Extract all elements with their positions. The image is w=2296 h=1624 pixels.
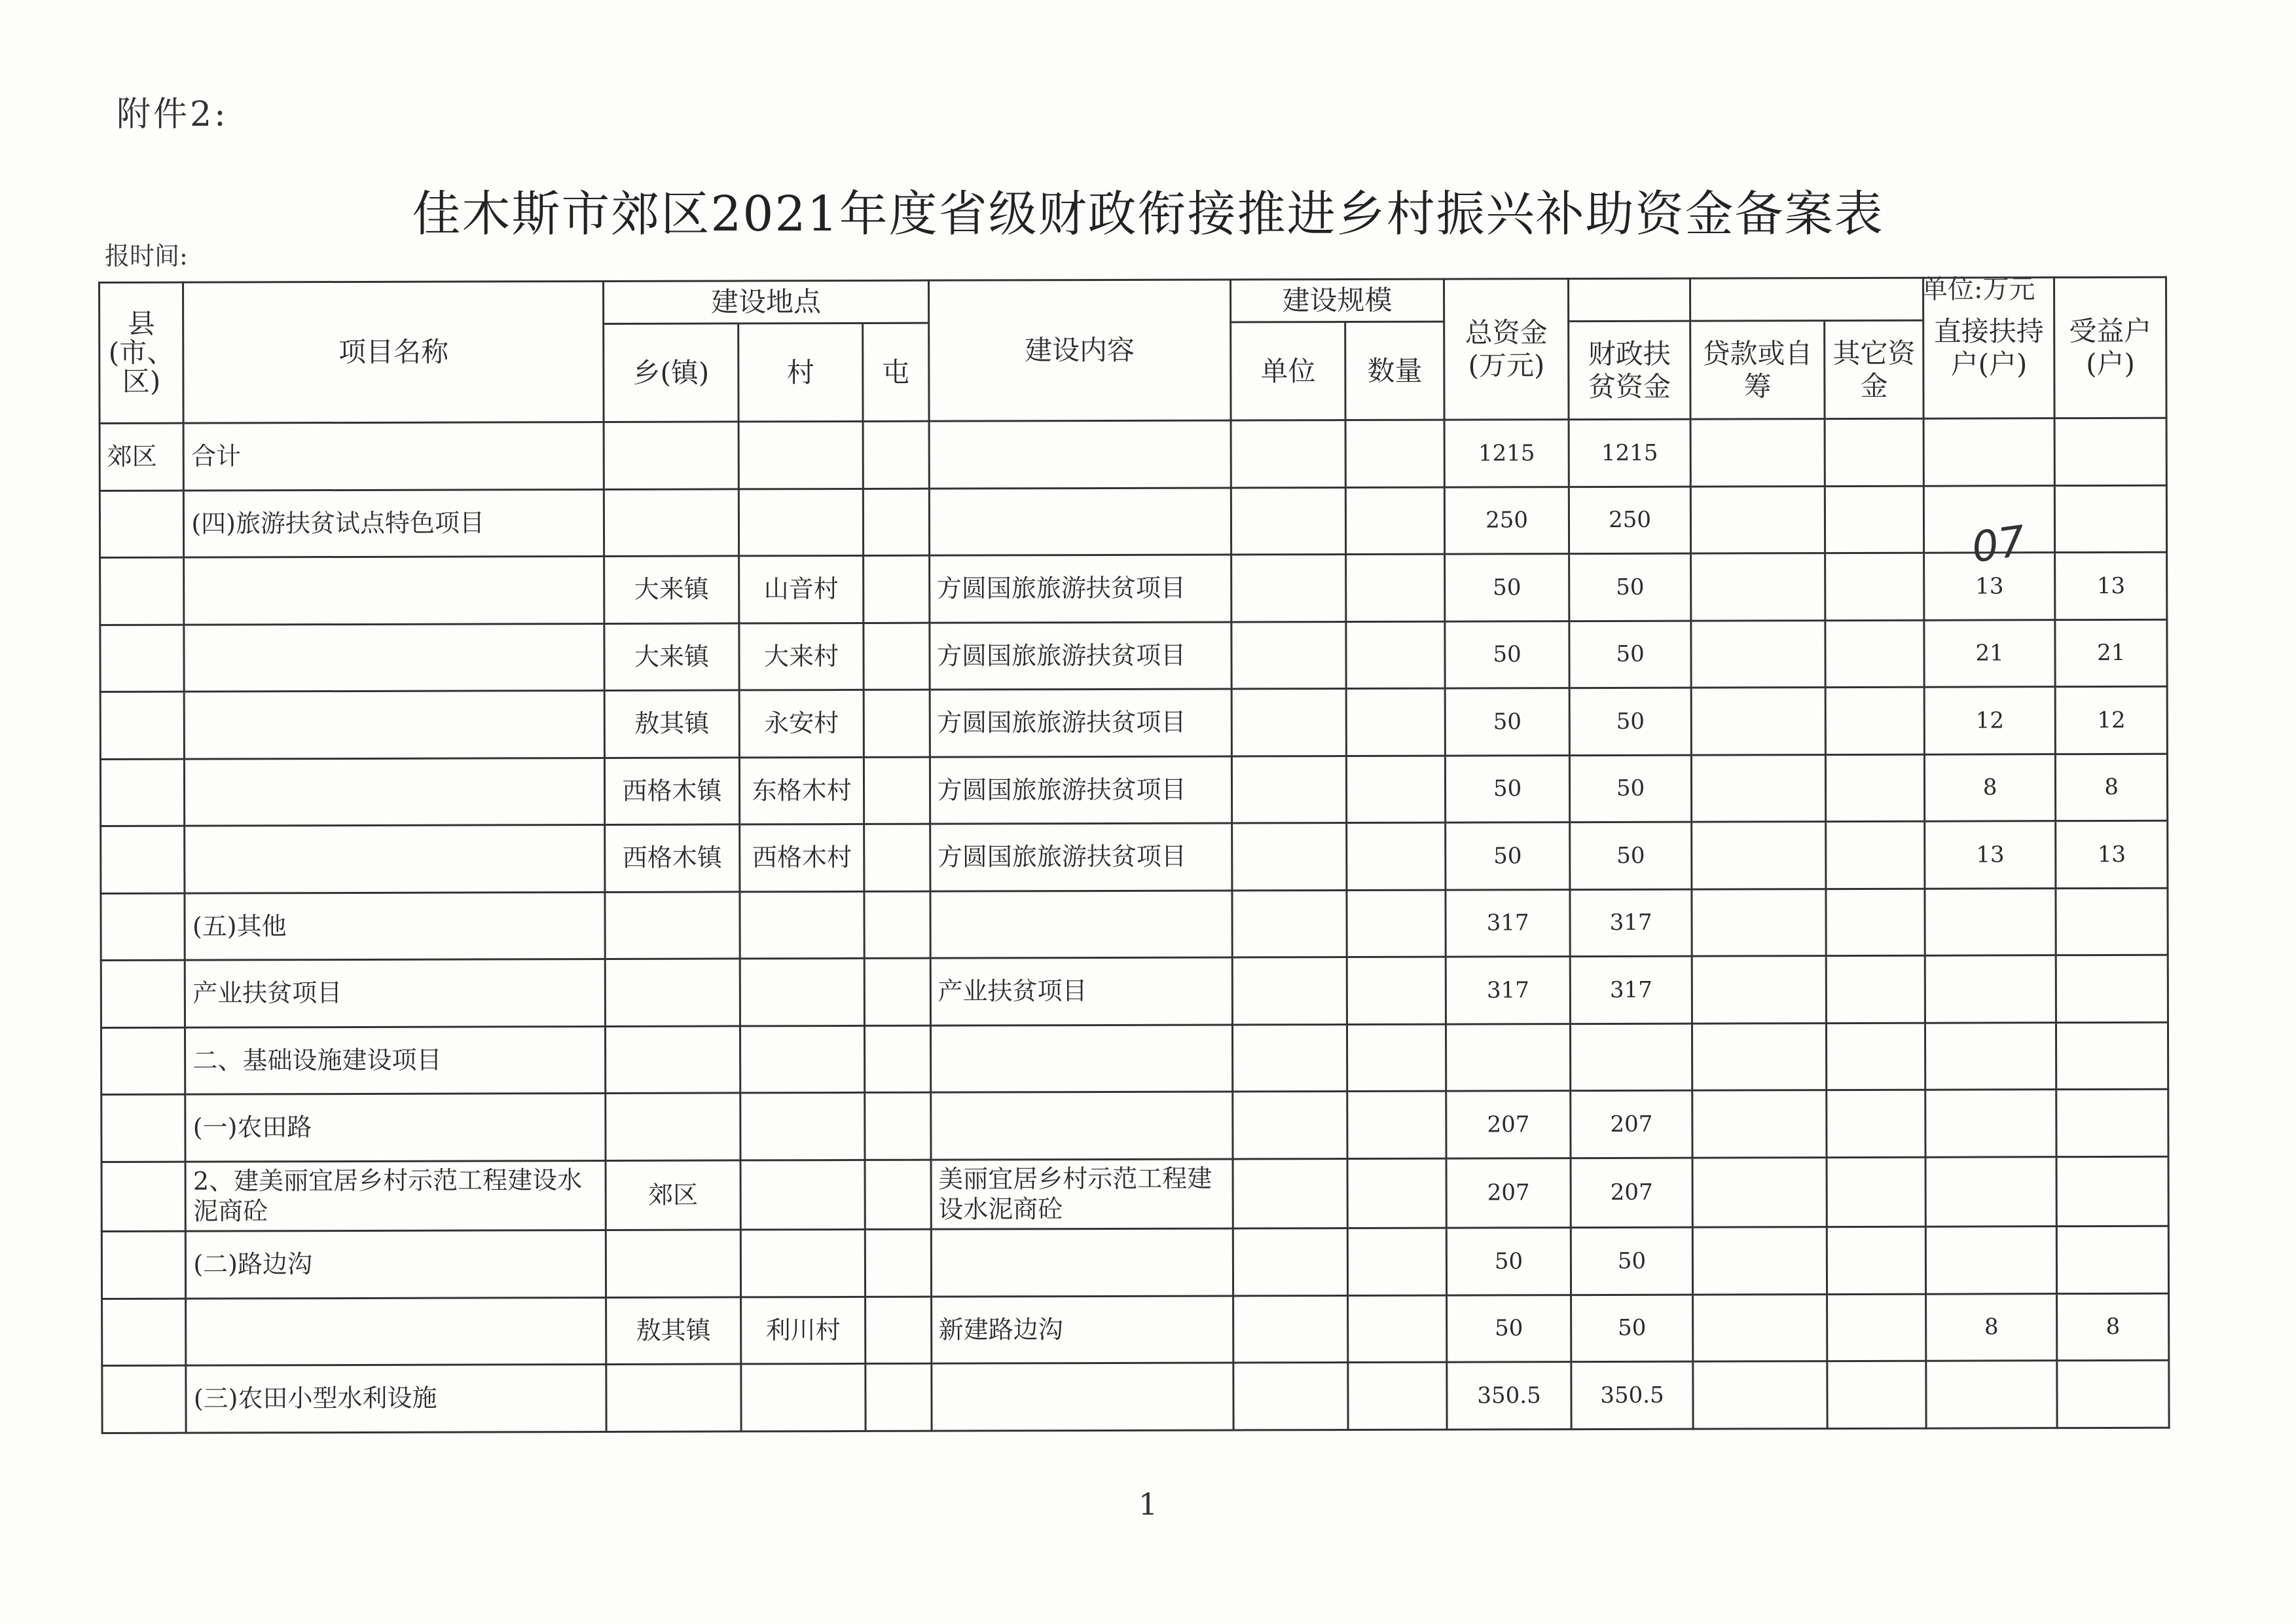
cell-beneficiary-households: 8 xyxy=(2057,1293,2169,1361)
cell-scale-qty xyxy=(1346,621,1445,689)
header-scale-qty: 数量 xyxy=(1345,322,1444,420)
cell-fiscal-funds: 207 xyxy=(1571,1158,1692,1228)
cell-scale-unit xyxy=(1232,957,1347,1025)
cell-direct-households xyxy=(1923,486,2055,553)
cell-direct-households: 8 xyxy=(1925,1294,2057,1361)
table-row xyxy=(100,754,2167,826)
cell-direct-households xyxy=(1925,1022,2056,1090)
cell-direct-households: 21 xyxy=(1924,620,2056,688)
header-hamlet: 屯 xyxy=(863,323,929,422)
cell-direct-households: 13 xyxy=(1923,553,2055,620)
cell-scale-unit xyxy=(1231,689,1347,756)
cell-fiscal-funds: 50 xyxy=(1571,1295,1693,1362)
cell-hamlet xyxy=(864,556,930,623)
cell-township xyxy=(606,1230,740,1297)
cell-direct-households xyxy=(1926,1361,2058,1428)
cell-village xyxy=(740,1025,865,1093)
cell-other-funds xyxy=(1827,1227,1926,1295)
cell-scale-unit xyxy=(1232,823,1347,891)
cell-township xyxy=(606,1026,740,1094)
cell-other-funds xyxy=(1827,1090,1925,1157)
cell-scale-unit xyxy=(1231,420,1346,488)
cell-scale-qty xyxy=(1348,1362,1447,1430)
cell-township: 西格木镇 xyxy=(605,824,740,892)
cell-project-name xyxy=(185,758,605,826)
cell-fiscal-funds: 50 xyxy=(1570,755,1692,822)
header-funds-spacer xyxy=(1569,278,1690,322)
cell-village xyxy=(738,422,864,489)
cell-direct-households xyxy=(1923,418,2055,486)
cell-project-name: (二)路边沟 xyxy=(186,1230,606,1299)
cell-loan-self xyxy=(1691,688,1826,755)
cell-scale-unit xyxy=(1231,487,1346,555)
cell-loan-self xyxy=(1690,419,1825,487)
cell-project-name: 合计 xyxy=(183,422,604,490)
cell-scale-qty xyxy=(1346,554,1445,621)
unit-label: 单位:万元 xyxy=(1922,274,2035,304)
cell-loan-self xyxy=(1692,1227,1827,1295)
cell-direct-households xyxy=(1925,1227,2057,1294)
report-time-label: 报时间: xyxy=(105,242,188,270)
cell-village xyxy=(738,489,864,556)
cell-beneficiary-households xyxy=(2054,418,2166,486)
cell-direct-households xyxy=(1925,888,2056,955)
cell-fiscal-funds: 317 xyxy=(1570,889,1692,957)
cell-content xyxy=(931,1228,1233,1297)
cell-fiscal-funds xyxy=(1571,1024,1692,1091)
cell-township: 郊区 xyxy=(606,1160,740,1230)
cell-project-name: (四)旅游扶贫试点特色项目 xyxy=(184,489,604,557)
cell-project-name xyxy=(185,825,605,893)
cell-content xyxy=(930,1092,1233,1160)
cell-scale-unit xyxy=(1231,621,1347,689)
cell-county xyxy=(101,1094,186,1162)
table-row xyxy=(100,485,2166,558)
cell-loan-self xyxy=(1692,1294,1827,1361)
header-scale: 建设规模 xyxy=(1230,279,1444,322)
cell-total-funds: 250 xyxy=(1444,487,1569,554)
cell-scale-qty xyxy=(1347,822,1446,890)
table-header xyxy=(100,277,2167,424)
cell-fiscal-funds: 207 xyxy=(1571,1090,1692,1158)
cell-hamlet xyxy=(865,1160,931,1230)
cell-project-name: (一)农田路 xyxy=(185,1094,606,1162)
cell-total-funds: 350.5 xyxy=(1447,1362,1572,1430)
cell-village xyxy=(740,891,865,959)
cell-fiscal-funds: 250 xyxy=(1569,487,1691,554)
table-row xyxy=(101,888,2168,961)
cell-hamlet xyxy=(864,757,930,824)
cell-county xyxy=(101,826,185,893)
cell-hamlet xyxy=(866,1297,932,1364)
cell-county xyxy=(100,490,184,558)
cell-total-funds: 50 xyxy=(1446,1228,1571,1295)
cell-total-funds xyxy=(1446,1024,1571,1091)
table-body xyxy=(100,418,2169,1433)
funding-table-container xyxy=(98,276,2170,1434)
cell-county xyxy=(101,893,185,961)
cell-loan-self xyxy=(1692,822,1827,889)
cell-loan-self xyxy=(1690,553,1825,621)
cell-township: 敖其镇 xyxy=(604,690,739,758)
cell-county xyxy=(102,1366,187,1433)
table-row xyxy=(100,619,2167,692)
cell-total-funds: 50 xyxy=(1445,755,1570,822)
cell-content xyxy=(930,1025,1233,1093)
header-location: 建设地点 xyxy=(604,280,929,324)
cell-direct-households xyxy=(1925,955,2056,1023)
cell-fiscal-funds: 50 xyxy=(1569,621,1691,688)
cell-township: 大来镇 xyxy=(604,623,739,691)
cell-total-funds: 50 xyxy=(1444,554,1569,621)
cell-scale-unit xyxy=(1232,1024,1347,1092)
cell-county xyxy=(101,1027,185,1095)
cell-content xyxy=(929,488,1231,556)
cell-hamlet xyxy=(866,1230,932,1297)
cell-village: 山音村 xyxy=(738,556,864,623)
cell-scale-unit xyxy=(1233,1158,1348,1228)
header-village: 村 xyxy=(738,323,863,422)
header-scale-unit: 单位 xyxy=(1231,322,1346,420)
cell-loan-self xyxy=(1692,1090,1827,1158)
cell-total-funds: 50 xyxy=(1445,688,1570,756)
cell-beneficiary-households: 13 xyxy=(2056,821,2168,889)
cell-project-name: (三)农田小型水利设施 xyxy=(186,1365,606,1433)
header-county: 县(市、区) xyxy=(100,282,184,424)
cell-village: 东格木村 xyxy=(739,757,864,824)
cell-direct-households xyxy=(1925,1156,2057,1227)
cell-fiscal-funds: 50 xyxy=(1570,822,1692,889)
cell-beneficiary-households xyxy=(2056,1022,2168,1090)
cell-other-funds xyxy=(1826,754,1925,822)
cell-beneficiary-households xyxy=(2057,1361,2169,1428)
cell-township: 西格木镇 xyxy=(605,758,740,825)
cell-beneficiary-households: 12 xyxy=(2056,687,2168,754)
cell-village xyxy=(740,1160,866,1230)
cell-content xyxy=(931,1363,1233,1431)
table-row xyxy=(100,418,2166,491)
cell-beneficiary-households xyxy=(2055,485,2167,553)
cell-scale-qty xyxy=(1347,1158,1446,1228)
cell-project-name: (五)其他 xyxy=(185,892,605,960)
cell-scale-qty xyxy=(1347,756,1446,823)
cell-fiscal-funds: 50 xyxy=(1569,553,1691,621)
handwritten-mark: 07 xyxy=(1969,517,2029,573)
table-row xyxy=(102,1361,2169,1433)
cell-village: 利川村 xyxy=(740,1297,866,1364)
cell-scale-qty xyxy=(1348,1228,1447,1296)
header-township: 乡(镇) xyxy=(604,323,738,422)
cell-hamlet xyxy=(863,422,929,489)
cell-content: 方圆国旅旅游扶贫项目 xyxy=(929,622,1231,690)
cell-beneficiary-households: 21 xyxy=(2055,619,2167,687)
cell-village xyxy=(740,1093,865,1160)
cell-scale-qty xyxy=(1345,420,1444,488)
cell-fiscal-funds: 350.5 xyxy=(1571,1362,1693,1430)
cell-beneficiary-households: 8 xyxy=(2056,754,2168,821)
cell-township xyxy=(605,959,740,1026)
header-content: 建设内容 xyxy=(928,280,1231,422)
cell-direct-households: 12 xyxy=(1924,687,2056,754)
cell-scale-qty xyxy=(1348,1295,1447,1363)
cell-village xyxy=(740,1230,866,1297)
cell-hamlet xyxy=(865,1025,931,1093)
cell-total-funds: 207 xyxy=(1446,1091,1571,1158)
cell-direct-households xyxy=(1925,1090,2057,1157)
cell-scale-qty xyxy=(1347,1091,1446,1158)
cell-content xyxy=(929,420,1231,489)
cell-hamlet xyxy=(864,690,930,758)
cell-project-name xyxy=(184,691,604,759)
cell-township: 敖其镇 xyxy=(606,1297,741,1365)
table-row xyxy=(102,1293,2169,1366)
cell-scale-qty xyxy=(1347,890,1446,957)
cell-beneficiary-households xyxy=(2057,1227,2169,1294)
cell-county xyxy=(100,759,185,826)
cell-scale-qty xyxy=(1346,487,1445,555)
table-row xyxy=(101,1022,2168,1095)
cell-total-funds: 50 xyxy=(1446,1295,1571,1363)
cell-county: 郊区 xyxy=(100,424,184,491)
cell-direct-households: 8 xyxy=(1924,754,2056,821)
header-other-funds: 其它资金 xyxy=(1825,321,1923,419)
cell-beneficiary-households xyxy=(2056,888,2168,955)
cell-township xyxy=(604,422,738,489)
cell-project-name: 二、基础设施建设项目 xyxy=(185,1026,606,1094)
cell-total-funds: 50 xyxy=(1445,822,1570,890)
cell-scale-qty xyxy=(1347,957,1446,1024)
cell-village xyxy=(740,959,865,1026)
cell-fiscal-funds: 317 xyxy=(1571,956,1692,1024)
cell-loan-self xyxy=(1692,1157,1827,1227)
cell-other-funds xyxy=(1827,955,1925,1023)
cell-project-name xyxy=(184,623,604,692)
cell-project-name xyxy=(186,1297,606,1365)
cell-content: 美丽宜居乡村示范工程建设水泥商砼 xyxy=(931,1159,1233,1230)
cell-loan-self xyxy=(1692,956,1827,1024)
header-project-name: 项目名称 xyxy=(183,281,604,423)
cell-fiscal-funds: 1215 xyxy=(1569,420,1690,487)
cell-project-name xyxy=(184,557,604,625)
cell-fiscal-funds: 50 xyxy=(1569,688,1691,755)
cell-scale-unit xyxy=(1231,555,1346,622)
cell-project-name: 产业扶贫项目 xyxy=(185,959,606,1027)
cell-scale-unit xyxy=(1233,1092,1348,1159)
cell-other-funds xyxy=(1826,889,1925,956)
table-row xyxy=(101,1089,2168,1162)
cell-hamlet xyxy=(866,1364,932,1431)
cell-township xyxy=(606,1364,741,1431)
table-row xyxy=(101,1227,2168,1299)
cell-project-name: 2、建美丽宜居乡村示范工程建设水泥商砼 xyxy=(185,1160,606,1231)
cell-other-funds xyxy=(1825,553,1924,621)
cell-beneficiary-households: 13 xyxy=(2055,553,2167,620)
cell-loan-self xyxy=(1692,1023,1827,1090)
cell-village: 大来村 xyxy=(739,623,864,690)
cell-beneficiary-households xyxy=(2056,955,2168,1022)
cell-scale-unit xyxy=(1231,756,1347,823)
cell-loan-self xyxy=(1691,754,1826,822)
cell-loan-self xyxy=(1690,486,1825,553)
cell-other-funds xyxy=(1827,1157,1925,1227)
cell-content: 方圆国旅旅游扶贫项目 xyxy=(930,756,1232,824)
table-row xyxy=(100,687,2167,760)
cell-other-funds xyxy=(1825,620,1924,688)
cell-content xyxy=(930,891,1233,959)
cell-township xyxy=(604,489,739,557)
header-beneficiary-households: 受益户(户) xyxy=(2054,277,2166,418)
cell-content: 方圆国旅旅游扶贫项目 xyxy=(930,823,1232,891)
page-title: 佳木斯市郊区2021年度省级财政衔接推进乡村振兴补助资金备案表 xyxy=(412,186,1884,242)
cell-scale-unit xyxy=(1233,1228,1348,1296)
cell-hamlet xyxy=(864,891,930,959)
cell-other-funds xyxy=(1826,688,1925,755)
table-row xyxy=(101,821,2168,894)
cell-county xyxy=(101,960,185,1027)
cell-other-funds xyxy=(1825,486,1924,553)
cell-total-funds: 1215 xyxy=(1444,420,1569,487)
table-row xyxy=(101,955,2168,1027)
cell-other-funds xyxy=(1827,1294,1926,1361)
cell-beneficiary-households xyxy=(2056,1156,2168,1227)
page-number: 1 xyxy=(1138,1486,1158,1522)
cell-content: 新建路边沟 xyxy=(931,1296,1233,1364)
cell-content: 产业扶贫项目 xyxy=(930,957,1233,1025)
cell-content: 方圆国旅旅游扶贫项目 xyxy=(929,555,1231,623)
cell-beneficiary-households xyxy=(2056,1089,2168,1156)
cell-hamlet xyxy=(864,824,930,891)
cell-total-funds: 317 xyxy=(1446,889,1571,957)
header-direct-households: 直接扶持户(户) xyxy=(1923,278,2054,419)
cell-scale-unit xyxy=(1233,1295,1348,1363)
cell-content: 方圆国旅旅游扶贫项目 xyxy=(930,689,1232,757)
header-loan-self: 贷款或自筹 xyxy=(1690,321,1825,420)
cell-total-funds: 317 xyxy=(1446,957,1571,1024)
cell-other-funds xyxy=(1827,1361,1926,1429)
cell-loan-self xyxy=(1693,1361,1828,1429)
cell-county xyxy=(101,1232,186,1299)
cell-total-funds: 207 xyxy=(1446,1158,1571,1228)
cell-village: 永安村 xyxy=(739,690,864,758)
table-row xyxy=(100,553,2167,625)
header-funds-group-spacer xyxy=(1690,278,1923,321)
cell-other-funds xyxy=(1826,821,1925,889)
cell-other-funds xyxy=(1825,419,1923,487)
cell-township: 大来镇 xyxy=(604,556,739,623)
cell-other-funds xyxy=(1827,1023,1925,1090)
cell-county xyxy=(101,1162,186,1232)
header-fiscal-funds: 财政扶贫资金 xyxy=(1569,322,1690,420)
cell-loan-self xyxy=(1691,620,1826,688)
cell-township xyxy=(606,1093,740,1160)
cell-scale-qty xyxy=(1346,688,1445,756)
funding-table xyxy=(98,276,2170,1434)
cell-scale-unit xyxy=(1233,1363,1349,1430)
cell-scale-unit xyxy=(1232,890,1347,957)
cell-hamlet xyxy=(864,489,930,556)
cell-hamlet xyxy=(864,623,930,690)
cell-hamlet xyxy=(865,1092,931,1160)
cell-township xyxy=(605,892,740,959)
header-total-funds: 总资金(万元) xyxy=(1444,279,1569,420)
cell-county xyxy=(100,692,185,759)
cell-scale-qty xyxy=(1347,1024,1446,1092)
cell-county xyxy=(100,558,185,625)
cell-fiscal-funds: 50 xyxy=(1571,1228,1693,1295)
cell-direct-households: 13 xyxy=(1925,821,2056,889)
table-row xyxy=(101,1156,2168,1232)
cell-hamlet xyxy=(864,958,930,1025)
attachment-label: 附件2: xyxy=(117,95,228,134)
cell-county xyxy=(100,625,185,692)
cell-loan-self xyxy=(1692,889,1827,956)
cell-county xyxy=(102,1299,187,1366)
cell-total-funds: 50 xyxy=(1445,621,1570,688)
cell-village: 西格木村 xyxy=(739,824,864,892)
cell-village xyxy=(741,1364,866,1431)
